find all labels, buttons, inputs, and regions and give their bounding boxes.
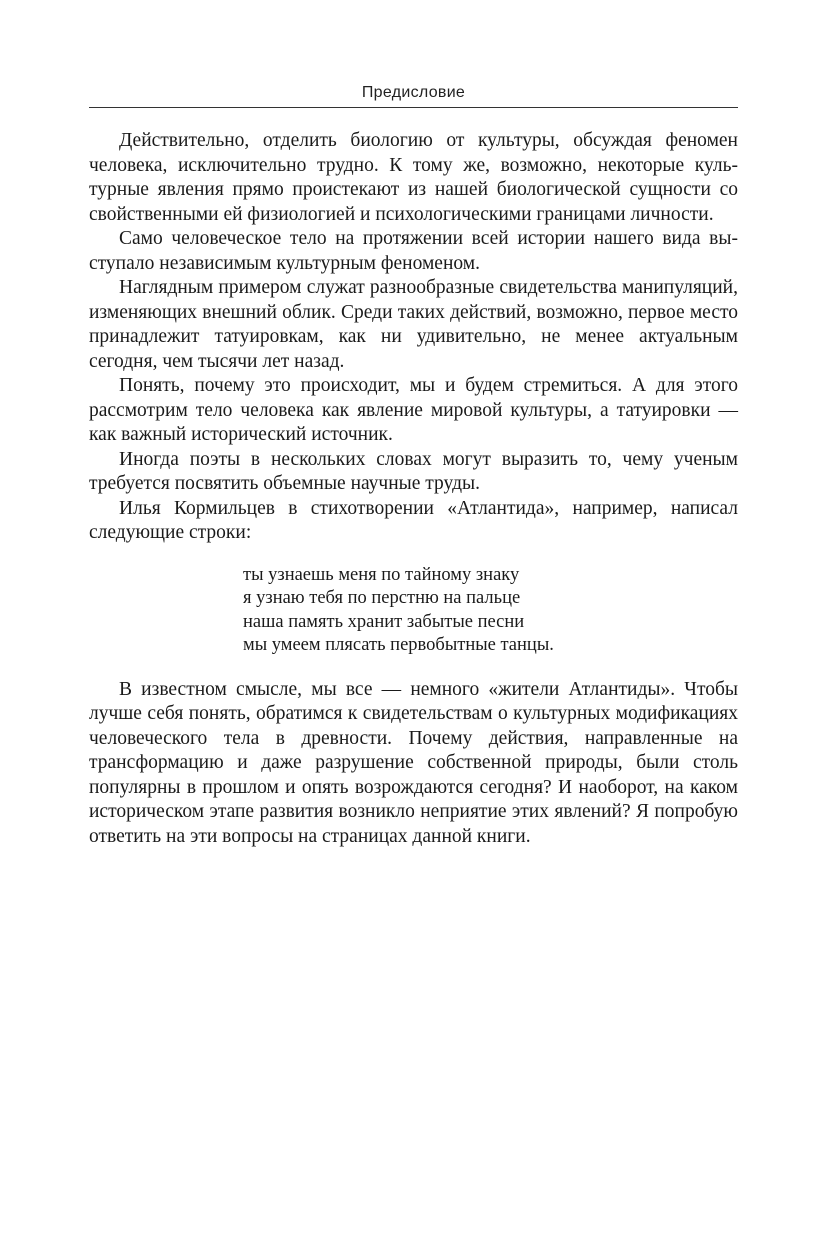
paragraph: В известном смысле, мы все — немного «жители Атлантиды». Чтобы лучше себя понять, обратимся к свидетельствам о культурных модификациях человеческого тела в древности. Почему действия, направленные на трансформацию и даже разрушение собственной природы, были столь популярны в прошлом и опять возрождаются сегодня? И наоборот, на каком историческом этапе развития возникло неприятие этих явлений? Я попробую ответить на эти вопросы на страницах данной книги. [89,678,738,847]
paragraph: Действительно, отделить биологию от культуры, обсуждая феномен человека, исключительно трудно. К тому же, возможно, некоторые культурные явления прямо проистекают из нашей биологической сущности со свойственными ей физиологией и психологическими границами личности. [89,130,738,225]
paragraph: Само человеческое тело на протяжении всей истории нашего вида выступало независимым культурным феноменом. [89,228,738,274]
running-title: Предисловие [361,84,466,101]
poem-line: я узнаю тебя по перстню на пальце [243,588,521,608]
paragraph: Наглядным примером служат разнообразные свидетельства манипуляций, изменяющих внешний облик. Среди таких действий, возможно, первое место принадлежит татуировкам, как ни удивительно, не менее актуальным сегодня, чем тысячи лет назад. [89,277,738,372]
paragraph: Понять, почему это происходит, мы и будем стремиться. А для этого рассмотрим тело человека как явление мировой культуры, а татуировки — как важный исторический источник. [89,375,738,445]
paragraph: Иногда поэты в нескольких словах могут выразить то, чему ученым требуется посвятить объемные научные труды. [89,448,738,494]
poem-line: наша память хранит забытые песни [243,611,525,632]
header-rule [89,107,738,108]
poem-quote [243,564,738,658]
paragraph: Илья Кормильцев в стихотворении «Атлантида», например, написал следующие строки: [89,497,738,543]
poem-line: ты узнаешь меня по тайному знаку [243,564,520,585]
body-text [89,129,738,849]
poem-line: мы умеем плясать первобытные танцы. [243,635,554,655]
